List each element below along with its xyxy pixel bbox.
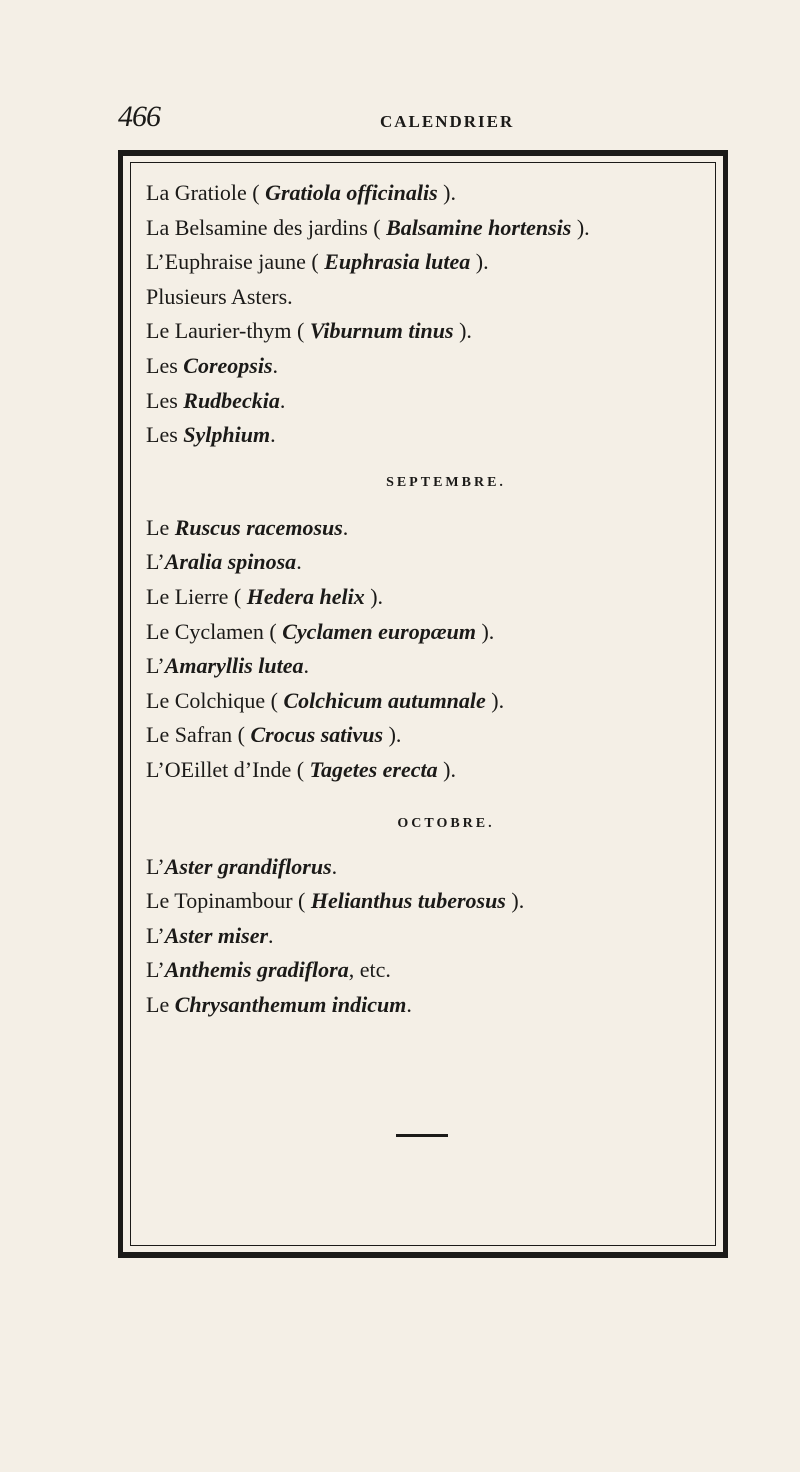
latin-name: Crocus sativus bbox=[250, 722, 384, 748]
plant-entry bbox=[146, 418, 726, 453]
common-name: Le Laurier-thym ( bbox=[146, 318, 310, 344]
entry-punctuation: . bbox=[268, 922, 274, 948]
plant-entry bbox=[146, 580, 726, 615]
plant-entry bbox=[146, 615, 726, 650]
common-name: Le Topinambour ( bbox=[146, 888, 311, 914]
plant-entry bbox=[146, 919, 726, 954]
common-name: La Belsamine des jardins ( bbox=[146, 214, 387, 240]
entry-punctuation: ). bbox=[364, 583, 384, 609]
plant-entry bbox=[146, 953, 726, 988]
plant-entry bbox=[146, 176, 726, 211]
common-name: L’Euphraise jaune ( bbox=[146, 249, 325, 275]
latin-name: Chrysanthemum indicum bbox=[174, 991, 407, 1017]
common-name: L’ bbox=[146, 957, 165, 983]
entry-punctuation: ). bbox=[505, 888, 525, 914]
entry-punctuation: . bbox=[342, 514, 349, 540]
plant-entry bbox=[146, 314, 726, 349]
plant-entry bbox=[146, 511, 726, 546]
common-name: Les bbox=[146, 422, 184, 448]
common-name: Les bbox=[146, 352, 184, 378]
entry-punctuation: ). bbox=[571, 214, 590, 240]
common-name: La Gratiole ( bbox=[146, 180, 266, 205]
common-name: Le bbox=[146, 514, 175, 540]
month-heading-octobre: OCTOBRE. bbox=[397, 815, 495, 831]
entry-punctuation: ). bbox=[437, 180, 456, 205]
plant-entry bbox=[146, 384, 726, 419]
plant-entry bbox=[146, 280, 726, 315]
page-number: 466 bbox=[118, 100, 160, 133]
entry-punctuation: . bbox=[279, 387, 286, 413]
common-name: L’ bbox=[146, 653, 165, 679]
entry-punctuation: ). bbox=[383, 722, 402, 748]
common-name: L’ bbox=[146, 853, 165, 879]
latin-name: Colchicum autumnale bbox=[283, 687, 486, 713]
month-heading-septembre: SEPTEMBRE. bbox=[386, 474, 506, 490]
entry-punctuation: . bbox=[272, 352, 279, 378]
entry-punctuation: . bbox=[296, 549, 302, 575]
common-name: Les bbox=[146, 387, 184, 413]
septembre-plant-list bbox=[146, 511, 726, 788]
entry-punctuation: . bbox=[331, 853, 338, 879]
latin-name: Balsamine hortensis bbox=[386, 214, 572, 240]
latin-name: Sylphium bbox=[183, 422, 271, 448]
latin-name: Hedera helix bbox=[246, 583, 365, 609]
latin-name: Tagetes erecta bbox=[309, 756, 438, 782]
plant-entry bbox=[146, 850, 726, 885]
entry-punctuation: . bbox=[406, 991, 412, 1017]
common-name: Le bbox=[146, 991, 175, 1017]
plant-entry bbox=[146, 718, 726, 753]
entry-punctuation: ). bbox=[475, 618, 495, 644]
entry-punctuation: ). bbox=[485, 687, 505, 713]
latin-name: Amaryllis lutea bbox=[164, 653, 304, 679]
plant-entry bbox=[146, 753, 726, 788]
latin-name: Euphrasia lutea bbox=[324, 249, 471, 275]
latin-name: Helianthus tuberosus bbox=[310, 888, 506, 914]
entry-punctuation: , etc. bbox=[348, 957, 391, 983]
entry-punctuation: ). bbox=[437, 756, 456, 782]
entry-punctuation: . bbox=[303, 653, 309, 679]
common-name: L’OEillet d’Inde ( bbox=[146, 756, 310, 782]
latin-name: Ruscus racemosus bbox=[174, 514, 343, 540]
running-title: CALENDRIER bbox=[380, 112, 515, 131]
latin-name: Coreopsis bbox=[183, 352, 273, 378]
common-name: Le Lierre ( bbox=[146, 583, 247, 609]
page-header bbox=[118, 100, 718, 140]
plant-entry bbox=[146, 884, 726, 919]
plant-entry bbox=[146, 211, 726, 246]
plant-entry bbox=[146, 684, 726, 719]
octobre-plant-list bbox=[146, 850, 726, 1023]
common-name: L’ bbox=[146, 922, 165, 948]
entry-punctuation: ). bbox=[453, 318, 472, 344]
latin-name: Rudbeckia bbox=[183, 387, 280, 413]
latin-name: Aralia spinosa bbox=[164, 549, 297, 575]
common-name: Le Safran ( bbox=[146, 722, 251, 748]
latin-name: Aster miser bbox=[164, 922, 269, 948]
aout-plant-list bbox=[146, 176, 726, 453]
common-name: Plusieurs Asters. bbox=[146, 283, 293, 309]
common-name: Le Cyclamen ( bbox=[146, 618, 283, 644]
entry-punctuation: ). bbox=[470, 249, 489, 275]
common-name: Le Colchique ( bbox=[146, 687, 284, 713]
plant-entry bbox=[146, 649, 726, 684]
entry-punctuation: . bbox=[270, 422, 276, 448]
latin-name: Cyclamen europæum bbox=[282, 618, 476, 644]
latin-name: Viburnum tinus bbox=[309, 318, 454, 344]
end-rule bbox=[396, 1134, 448, 1137]
calendar-content bbox=[146, 176, 726, 1022]
latin-name: Anthemis gradiflora bbox=[164, 957, 349, 983]
plant-entry bbox=[146, 349, 726, 384]
latin-name: Gratiola officinalis bbox=[265, 180, 438, 205]
latin-name: Aster grandiflorus bbox=[164, 853, 332, 879]
common-name: L’ bbox=[146, 549, 165, 575]
plant-entry bbox=[146, 245, 726, 280]
plant-entry bbox=[146, 988, 726, 1023]
plant-entry bbox=[146, 545, 726, 580]
